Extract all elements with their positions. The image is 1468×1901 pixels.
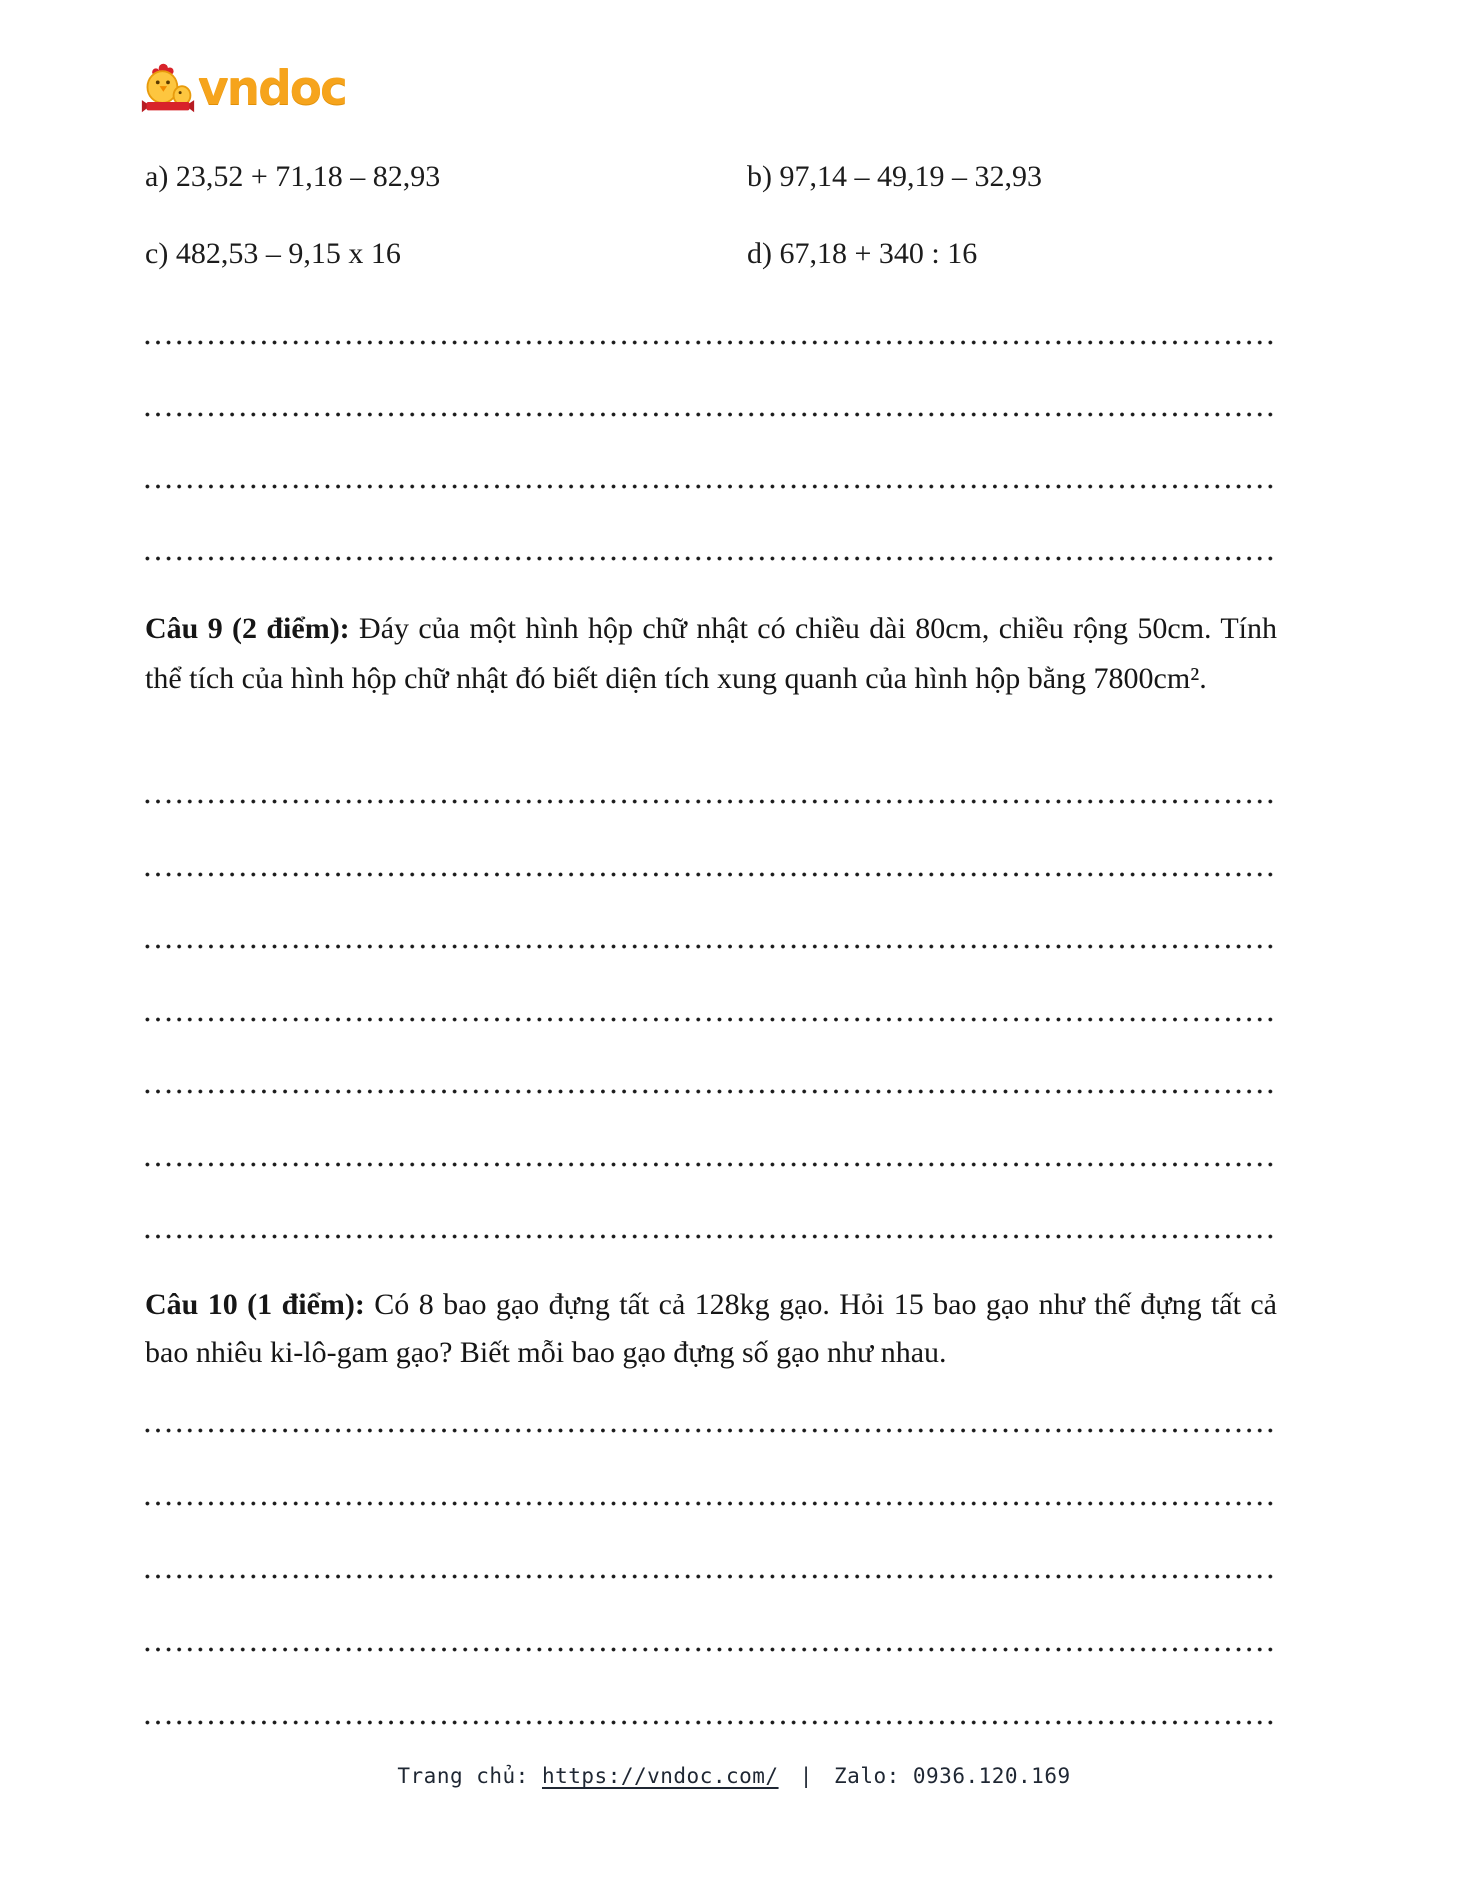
dotted-answer-line (145, 799, 1277, 804)
dotted-answer-line (145, 1574, 1277, 1579)
dotted-answer-line (145, 556, 1277, 561)
brand-wordmark: vndoc (198, 60, 346, 116)
problem-c (145, 237, 401, 271)
answer-lines-section-3 (145, 1428, 1277, 1725)
dotted-answer-line (145, 1647, 1277, 1652)
problem-d-label: d) (747, 237, 772, 270)
dotted-answer-line (145, 1162, 1277, 1167)
home-label: Trang chủ: (397, 1764, 529, 1788)
dotted-answer-line (145, 1501, 1277, 1506)
question-10-text: Có 8 bao gạo đựng tất cả 128kg gạo. Hỏi 15 bao gạo như thế đựng tất cả bao nhiêu ki-lô-gam gạo? Biết mỗi bao gạo đựng số gạo như nhau. (145, 1288, 1278, 1369)
question-9-number: Câu 9 (2 điểm): (145, 612, 350, 645)
problems-row-1 (145, 160, 1277, 204)
dotted-answer-line (145, 872, 1277, 877)
problem-b (747, 160, 1042, 194)
dotted-answer-line (145, 1017, 1277, 1022)
problem-c-label: c) (145, 237, 169, 270)
dotted-answer-line (145, 412, 1277, 417)
dotted-answer-line (145, 1428, 1277, 1433)
dotted-answer-line (145, 1089, 1277, 1094)
dotted-answer-line (145, 340, 1277, 345)
chicken-mascot-icon (140, 60, 196, 116)
dotted-answer-line (145, 484, 1277, 489)
answer-lines-section-2 (145, 799, 1277, 1239)
question-10 (145, 1281, 1277, 1377)
question-9-text: Đáy của một hình hộp chữ nhật có chiều dài 80cm, chiều rộng 50cm. Tính thể tích của hình hộp chữ nhật đó biết diện tích xung quanh của hình hộp bằng 7800cm². (145, 612, 1277, 695)
zalo-contact: Zalo: 0936.120.169 (834, 1764, 1071, 1788)
footer-separator: | (799, 1764, 813, 1788)
dotted-answer-line (145, 1234, 1277, 1239)
page-footer (0, 1764, 1468, 1788)
problem-d-expression: 67,18 + 340 : 16 (779, 237, 978, 270)
problem-b-label: b) (747, 160, 772, 193)
problem-a-expression: 23,52 + 71,18 – 82,93 (175, 160, 441, 193)
vndoc-logo (140, 60, 346, 116)
dotted-answer-line (145, 1720, 1277, 1725)
problem-a-label: a) (145, 160, 169, 193)
question-10-number: Câu 10 (1 điểm): (145, 1288, 365, 1321)
home-url-link[interactable]: https://vndoc.com/ (541, 1764, 779, 1788)
problem-a (145, 160, 440, 194)
problem-b-expression: 97,14 – 49,19 – 32,93 (779, 160, 1042, 193)
dotted-answer-line (145, 944, 1277, 949)
answer-lines-section-1 (145, 340, 1277, 561)
question-9 (145, 604, 1277, 704)
problems-row-2 (145, 237, 1277, 281)
problem-c-expression: 482,53 – 9,15 x 16 (175, 237, 401, 270)
problem-d (747, 237, 977, 271)
